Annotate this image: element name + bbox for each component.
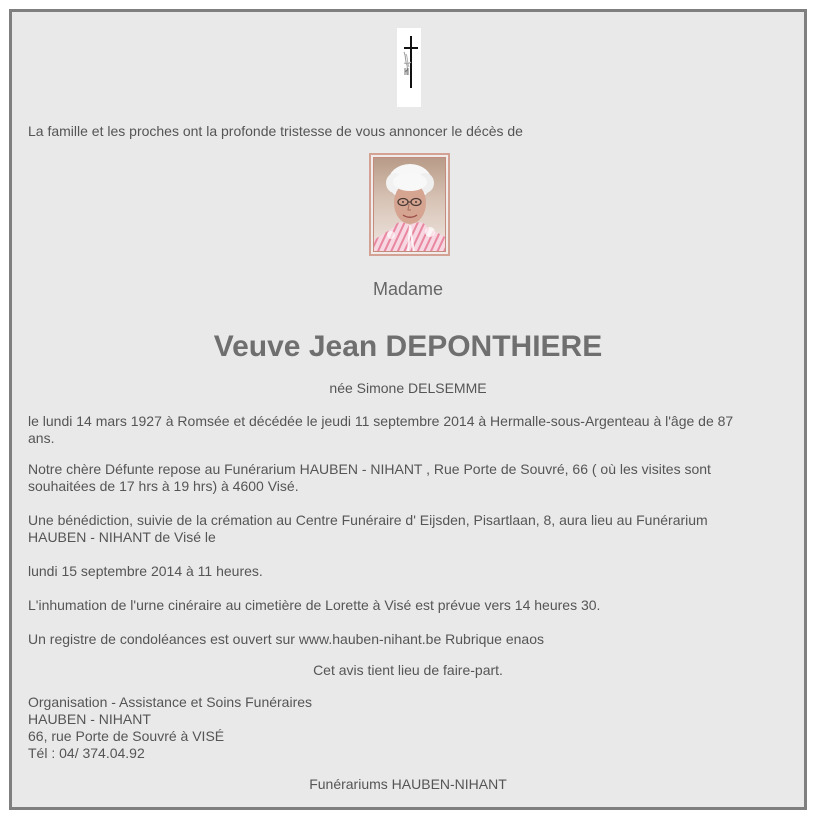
birth-death-line-2: ans. [28, 430, 55, 446]
portrait-frame [369, 153, 450, 256]
organisation-line-3: 66, rue Porte de Souvré à VISÉ [28, 728, 225, 744]
rest-line-2: souhaitées de 17 hrs à 19 hrs) à 4600 Visé. [28, 478, 299, 494]
rest-line-1: Notre chère Défunte repose au Funérarium HAUBEN - NIHANT , Rue Porte de Souvré, 66 ( où les visites sont [28, 461, 711, 477]
ceremony-line-1: Une bénédiction, suivie de la crémation au Centre Funéraire d' Eijsden, Pisartlaan, 8, aura lieu au Funérarium [28, 512, 708, 528]
obituary-notice [9, 9, 807, 810]
faire-part-text: Cet avis tient lieu de faire-part. [313, 662, 503, 678]
intro-text: La famille et les proches ont la profonde tristesse de vous annoncer le décès de [28, 123, 523, 139]
birth-name: née Simone DELSEMME [329, 380, 487, 396]
ceremony-line-2: HAUBEN - NIHANT de Visé le [28, 529, 216, 545]
organisation-line-2: HAUBEN - NIHANT [28, 711, 151, 727]
cross-icon [397, 28, 421, 107]
birth-death-line-1: le lundi 14 mars 1927 à Romsée et décédée le jeudi 11 septembre 2014 à Hermalle-sous-Argenteau à l'âge de 87 [28, 413, 734, 429]
footer-funeral-home: Funérariums HAUBEN-NIHANT [309, 776, 507, 792]
portrait-photo [373, 157, 446, 252]
organisation-line-1: Organisation - Assistance et Soins Funéraires [28, 694, 313, 710]
ceremony-date: lundi 15 septembre 2014 à 11 heures. [28, 563, 263, 579]
deceased-name: Veuve Jean DEPONTHIERE [213, 330, 603, 363]
condolences-text: Un registre de condoléances est ouvert sur www.hauben-nihant.be Rubrique enaos [28, 631, 544, 647]
inhumation-text: L'inhumation de l'urne cinéraire au cimetière de Lorette à Visé est prévue vers 14 heures 30. [28, 597, 601, 613]
title-prefix: Madame [372, 279, 444, 299]
organisation-phone: Tél : 04/ 374.04.92 [28, 745, 145, 761]
